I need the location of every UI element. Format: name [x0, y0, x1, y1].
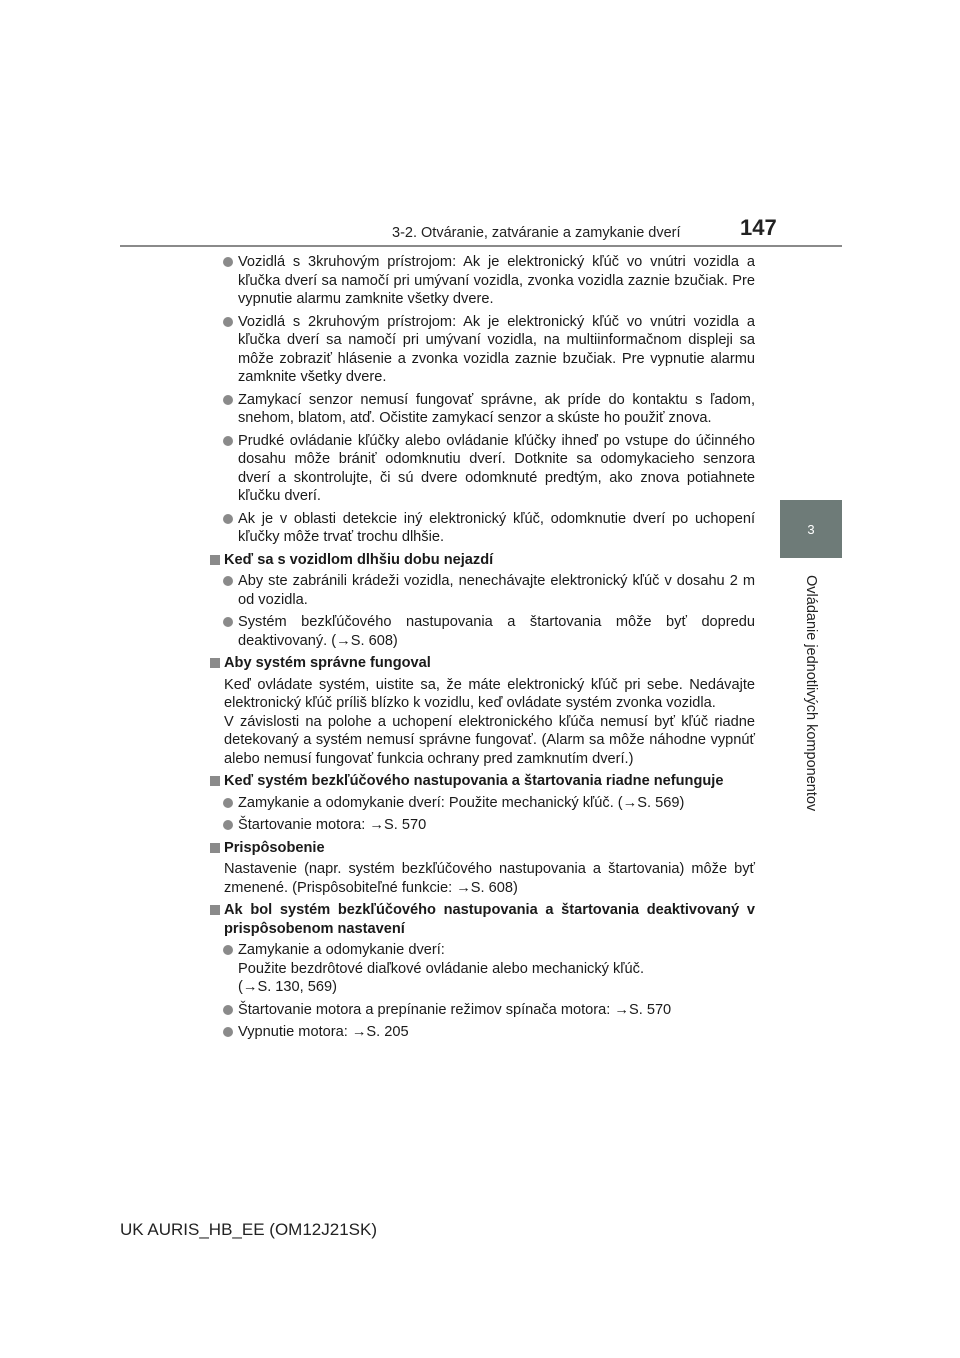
list-item: Prudké ovládanie kľúčky alebo ovládanie kľúčky ihneď po vstupe do účinného dosahu môže brániť odomknutiu dverí. Dotknite sa odomykacieho senzora dverí a skontrolujte, či sú dvere odomknuté predtým, ako znova potiahnete kľučku dverí.	[210, 432, 755, 506]
bullet-dot-icon	[223, 436, 233, 446]
paragraph-text: Keď ovládate systém, uistite sa, že máte elektronický kľúč pri sebe. Nedávajte elektronický kľúč príliš blízko k vozidlu, keď ovládate systém zvonka vozidla.	[224, 676, 755, 711]
chapter-title-text: Ovládanie jednotlivých komponentov	[803, 574, 819, 812]
chapter-tab	[780, 500, 842, 558]
bullet-dot-icon	[223, 617, 233, 627]
header-divider	[120, 245, 842, 247]
list-item: Vozidlá s 3kruhovým prístrojom: Ak je elektronický kľúč vo vnútri vozidla a kľučka dverí sa namočí pri umývaní vozidla, zvonka vozidla zaznie bzučiak. Pre vypnutie alarmu zamknite všetky dvere.	[210, 253, 755, 309]
section-heading: Prispôsobenie	[210, 839, 755, 858]
square-bullet-icon	[210, 776, 220, 786]
square-bullet-icon	[210, 658, 220, 668]
square-bullet-icon	[210, 843, 220, 853]
bullet-dot-icon	[223, 1027, 233, 1037]
list-item: Štartovanie motora: →S. 570	[210, 816, 755, 835]
list-item: Aby ste zabránili krádeži vozidla, nenechávajte elektronický kľúč v dosahu 2 m od vozidla.	[210, 572, 755, 609]
bullet-dot-icon	[223, 317, 233, 327]
section-heading: Aby systém správne fungoval	[210, 654, 755, 673]
list-item: Vozidlá s 2kruhovým prístrojom: Ak je elektronický kľúč vo vnútri vozidla a kľučka dverí sa namočí pri umývaní vozidla, na multiinformačnom displeji sa môže zobraziť hlásenie a zvonka vozidla zaznie bzučiak. Pre vypnutie alarmu zamknite všetky dvere.	[210, 313, 755, 387]
list-item: Štartovanie motora a prepínanie režimov spínača motora: →S. 570	[210, 1001, 755, 1020]
bullet-dot-icon	[223, 576, 233, 586]
paragraph-text: Nastavenie (napr. systém bezkľúčového nastupovania a štartovania) môže byť zmenené. (Prispôsobiteľné funkcie: →S. 608)	[224, 861, 755, 896]
bullet-dot-icon	[223, 395, 233, 405]
section-heading: Ak bol systém bezkľúčového nastupovania a štartovania deaktivovaný v prispôsobenom nastavení	[210, 901, 755, 938]
paragraph	[210, 860, 755, 897]
page-content	[210, 253, 755, 1046]
square-bullet-icon	[210, 905, 220, 915]
paragraph-text: V závislosti na polohe a uchopení elektronického kľúča nemusí byť kľúč riadne detekovaný a systém nemusí správne fungovať. (Alarm sa môže náhodne vypnúť alebo nemusí fungovať funkcia ochrany pred zamknutím dverí.)	[224, 713, 755, 767]
page-number: 147	[740, 215, 777, 240]
section-heading: Keď systém bezkľúčového nastupovania a štartovania riadne nefunguje	[210, 772, 755, 791]
section-title: 3-2. Otváranie, zatváranie a zamykanie dverí	[392, 225, 681, 241]
document-id: UK AURIS_HB_EE (OM12J21SK)	[120, 1220, 377, 1239]
section-heading: Keď sa s vozidlom dlhšiu dobu nejazdí	[210, 551, 755, 570]
chapter-side-title	[780, 560, 842, 826]
chapter-number: 3	[807, 521, 815, 537]
bullet-dot-icon	[223, 798, 233, 808]
paragraph	[210, 676, 755, 769]
bullet-dot-icon	[223, 820, 233, 830]
list-item: Ak je v oblasti detekcie iný elektronický kľúč, odomknutie dverí po uchopení kľučky môže trvať trochu dlhšie.	[210, 510, 755, 547]
list-item: Systém bezkľúčového nastupovania a štartovania môže byť dopredu deaktivovaný. (→S. 608)	[210, 613, 755, 650]
bullet-dot-icon	[223, 514, 233, 524]
bullet-dot-icon	[223, 945, 233, 955]
bullet-dot-icon	[223, 257, 233, 267]
list-item: Zamykanie a odomykanie dverí: Použite bezdrôtové diaľkové ovládanie alebo mechanický kľúč. (→S. 130, 569)	[210, 941, 755, 997]
list-item: Zamykanie a odomykanie dverí: Použite mechanický kľúč. (→S. 569)	[210, 794, 755, 813]
list-item: Vypnutie motora: →S. 205	[210, 1023, 755, 1042]
square-bullet-icon	[210, 555, 220, 565]
list-item: Zamykací senzor nemusí fungovať správne, ak príde do kontaktu s ľadom, snehom, blatom, atď. Očistite zamykací senzor a skúste ho použiť znova.	[210, 391, 755, 428]
bullet-dot-icon	[223, 1005, 233, 1015]
